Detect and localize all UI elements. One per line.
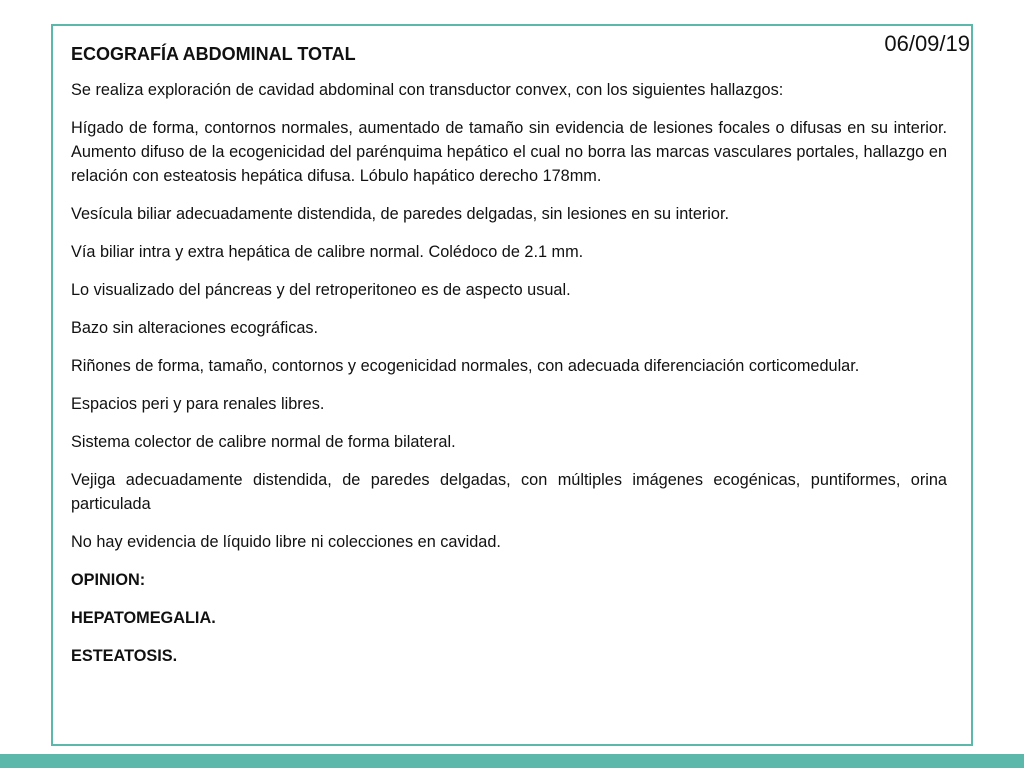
paragraph-liver: Hígado de forma, contornos normales, aumentado de tamaño sin evidencia de lesiones focales o difusas en su interior. Aumento difuso de la ecogenicidad del parénquima hepático el cual no borra las marcas vasculares portales, hallazgo en relación con esteatosis hepática difusa. Lóbulo hapático derecho 178mm. xyxy=(71,119,947,185)
paragraph-pancreas: Lo visualizado del páncreas y del retroperitoneo es de aspecto usual. xyxy=(71,281,571,299)
paragraph-free-fluid: No hay evidencia de líquido libre ni colecciones en cavidad. xyxy=(71,533,501,551)
paragraph-intro: Se realiza exploración de cavidad abdominal con transductor convex, con los siguientes hallazgos: xyxy=(71,81,784,99)
bottom-accent-bar xyxy=(0,754,1024,768)
conclusion-steatosis: ESTEATOSIS. xyxy=(71,647,178,665)
paragraph-bladder: Vejiga adecuadamente distendida, de paredes delgadas, con múltiples imágenes ecogénicas, puntiformes, orina particulada xyxy=(71,471,947,513)
conclusion-hepatomegaly: HEPATOMEGALIA. xyxy=(71,609,216,627)
report-date: 06/09/19 xyxy=(884,31,970,56)
paragraph-collecting-system: Sistema colector de calibre normal de forma bilateral. xyxy=(71,433,456,451)
paragraph-kidneys: Riñones de forma, tamaño, contornos y ecogenicidad normales, con adecuada diferenciación corticomedular. xyxy=(71,357,860,375)
report-title: ECOGRAFÍA ABDOMINAL TOTAL xyxy=(71,44,356,64)
paragraph-spleen: Bazo sin alteraciones ecográficas. xyxy=(71,319,319,337)
opinion-label: OPINION: xyxy=(71,571,146,589)
paragraph-bile-duct: Vía biliar intra y extra hepática de calibre normal. Colédoco de 2.1 mm. xyxy=(71,243,584,261)
paragraph-perirenal: Espacios peri y para renales libres. xyxy=(71,395,325,413)
report-body xyxy=(71,42,947,682)
paragraph-gallbladder: Vesícula biliar adecuadamente distendida, de paredes delgadas, sin lesiones en su interior. xyxy=(71,205,730,223)
